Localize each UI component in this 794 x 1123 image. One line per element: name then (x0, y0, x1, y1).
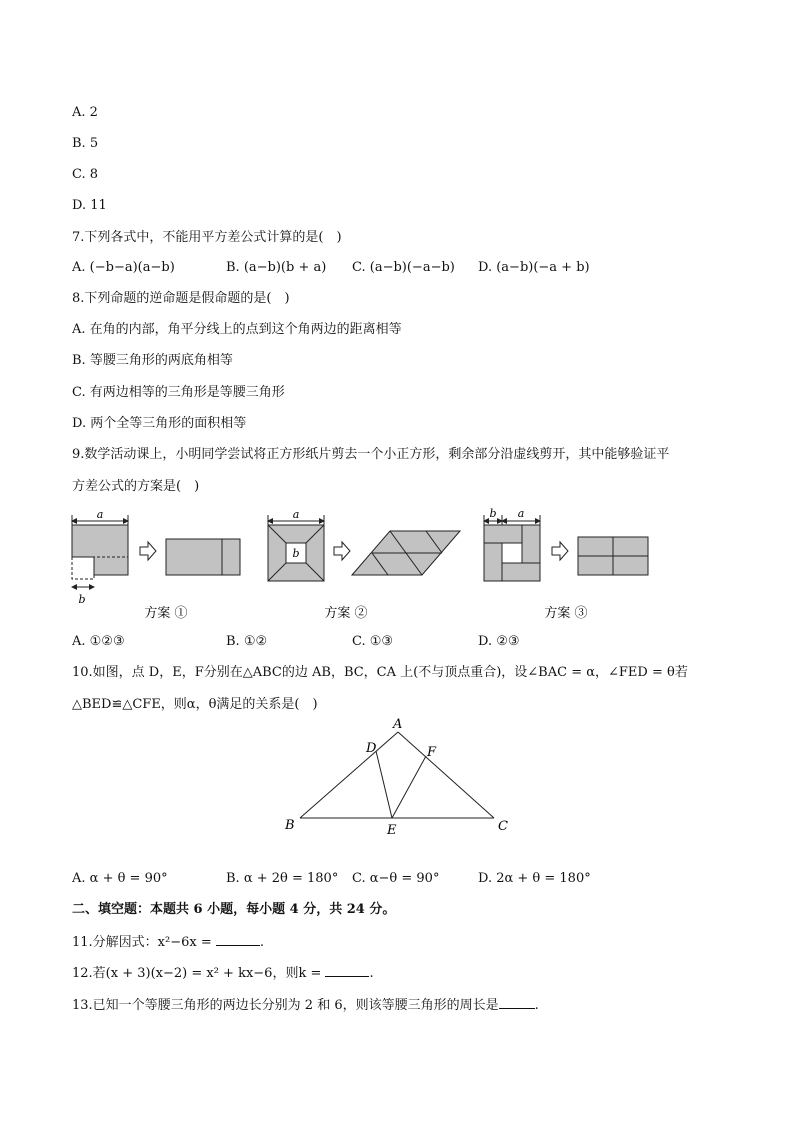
q12-answer-blank[interactable] (325, 963, 369, 977)
q10-triangle-figure (280, 717, 540, 842)
q7-option-d: D. (a−b)(−a + b) (478, 260, 590, 275)
q11-end: . (259, 935, 265, 950)
q13-answer-blank[interactable] (499, 995, 535, 1009)
q9-option-b: B. ①② (226, 634, 268, 649)
scheme-2-label-b: b (292, 547, 300, 560)
scheme-1-label-a: a (96, 508, 104, 521)
point-b-label: B (285, 818, 295, 833)
point-d-label: D (366, 741, 377, 756)
q13-stem: 13.已知一个等腰三角形的两边长分别为 2 和 6，则该等腰三角形的周长是 (72, 998, 499, 1013)
scheme-2-label-a: a (292, 508, 300, 521)
scheme-3-label-b: b (489, 507, 497, 520)
point-c-label: C (498, 819, 508, 834)
q8-option-d: D. 两个全等三角形的面积相等 (72, 416, 247, 431)
q12-stem: 12.若(x + 3)(x−2) = x² + kx−6，则k = (72, 966, 326, 981)
scheme-1-caption: 方案 ① (144, 606, 188, 621)
q11-stem: 11.分解因式：x²−6x = (72, 935, 216, 950)
q10-stem-line1: 10.如图，点 D，E，F分别在△ABC的边 AB，BC，CA 上(不与顶点重合)，设∠BAC = α，∠FED = θ若 (72, 665, 688, 680)
q8-stem: 8.下列命题的逆命题是假命题的是( ) (72, 291, 290, 306)
q9-option-a: A. ①②③ (72, 634, 125, 649)
q9-stem-line1: 9.数学活动课上，小明同学尝试将正方形纸片剪去一个小正方形，剩余部分沿虚线剪开，其中能够验证平 (72, 447, 670, 462)
scheme-2-caption: 方案 ② (324, 606, 368, 621)
q10-option-c: C. α−θ = 90° (352, 871, 440, 886)
q8-option-b: B. 等腰三角形的两底角相等 (72, 353, 233, 368)
q7-stem: 7.下列各式中，不能用平方差公式计算的是( ) (72, 230, 342, 245)
q8-option-a: A. 在角的内部，角平分线上的点到这个角两边的距离相等 (72, 322, 402, 337)
scheme-1-label-b: b (78, 593, 86, 606)
point-a-label: A (393, 717, 403, 732)
q6-option-b: B. 5 (72, 136, 99, 151)
scheme-1-diagram (72, 508, 240, 621)
point-f-label: F (427, 745, 437, 760)
q9-option-d: D. ②③ (478, 634, 520, 649)
q6-option-a: A. 2 (72, 105, 98, 120)
q9-option-c: C. ①③ (352, 634, 394, 649)
q11-answer-blank[interactable] (216, 932, 260, 946)
q6-option-d: D. 11 (72, 198, 107, 213)
q7-option-c: C. (a−b)(−a−b) (352, 260, 455, 275)
q10-option-a: A. α + θ = 90° (72, 871, 168, 886)
q10-option-d: D. 2α + θ = 180° (478, 871, 591, 886)
point-e-label: E (387, 823, 397, 838)
q11-line (72, 932, 264, 952)
q12-end: . (369, 966, 374, 981)
scheme-3-label-a: a (517, 507, 525, 520)
q13-line (72, 995, 539, 1015)
q10-option-b: B. α + 2θ = 180° (226, 871, 339, 886)
q6-option-c: C. 8 (72, 167, 99, 182)
q7-option-b: B. (a−b)(b + a) (226, 260, 327, 275)
scheme-2-diagram (268, 508, 460, 621)
q9-figure (66, 505, 666, 625)
scheme-3-caption: 方案 ③ (544, 606, 588, 621)
q9-stem-line2: 方差公式的方案是( ) (72, 479, 200, 494)
q8-option-c: C. 有两边相等的三角形是等腰三角形 (72, 385, 285, 400)
q10-stem-line2: △BED≌△CFE，则α，θ满足的关系是( ) (72, 697, 318, 712)
scheme-3-diagram (484, 507, 648, 621)
section-2-heading: 二、填空题：本题共 6 小题，每小题 4 分，共 24 分。 (72, 902, 396, 917)
q12-line (72, 963, 374, 983)
q7-option-a: A. (−b−a)(a−b) (72, 260, 175, 275)
q13-end: . (534, 998, 539, 1013)
